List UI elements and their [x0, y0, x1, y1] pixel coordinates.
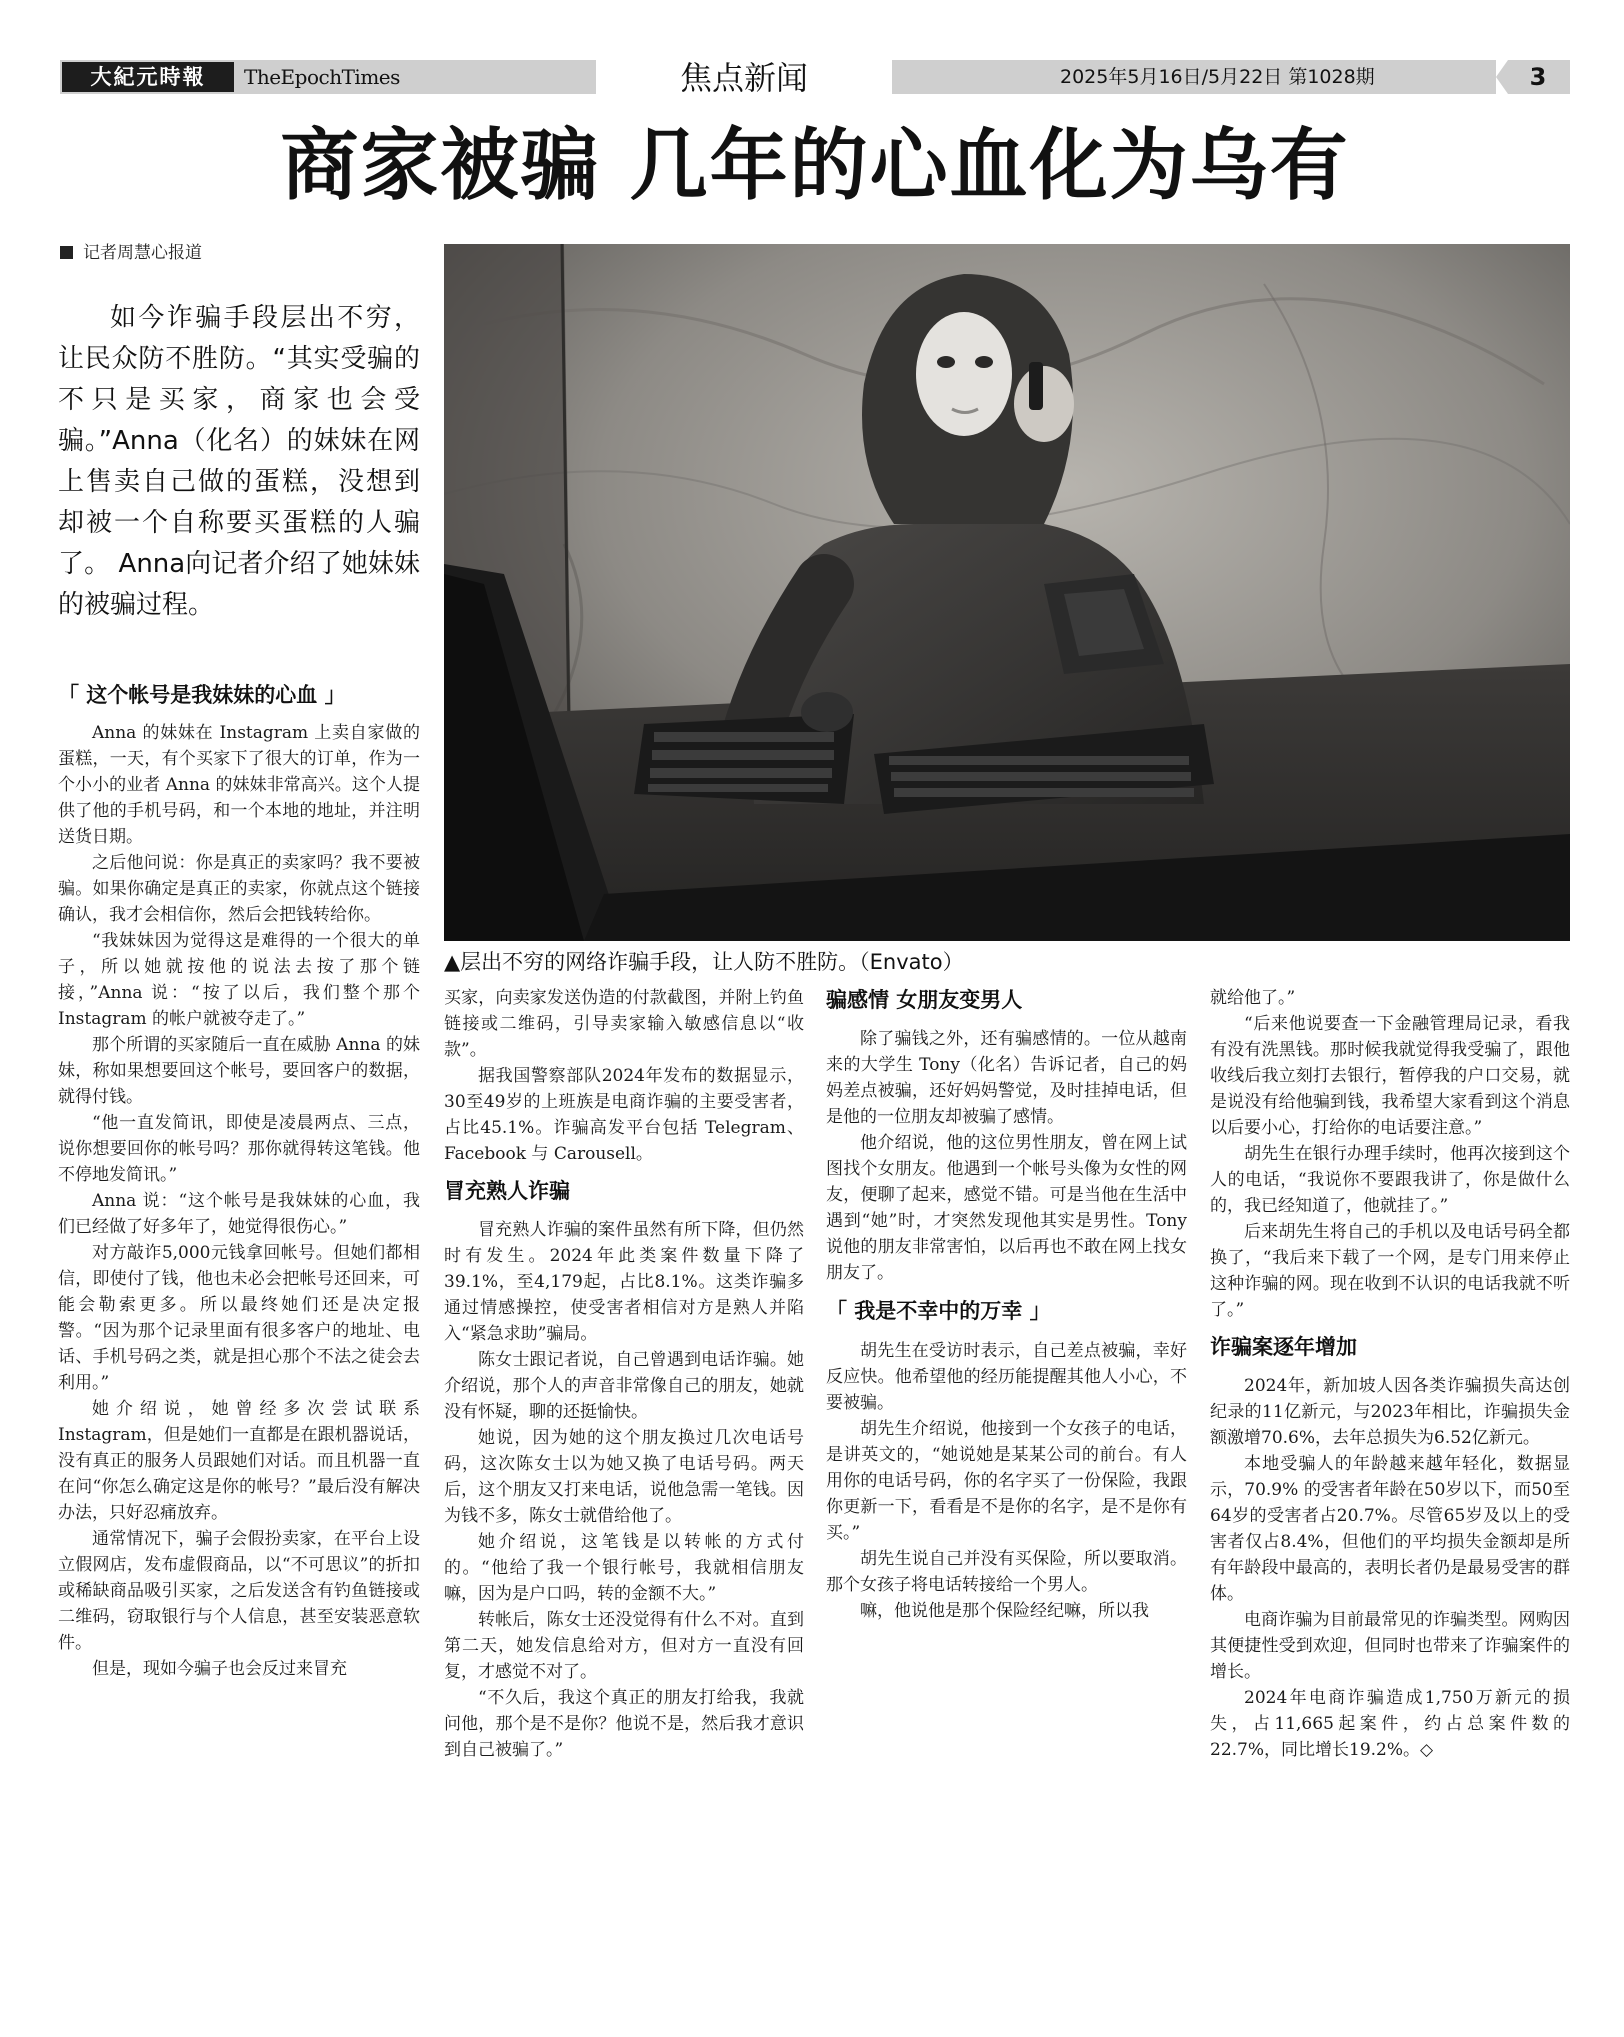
paragraph-continuation: 买家，向卖家发送伪造的付款截图，并附上钓鱼链接或二维码，引导卖家输入敏感信息以“收款”。: [444, 988, 804, 1060]
paragraph: 胡先生在银行办理手续时，他再次接到这个人的电话，“我说你不要跟我讲了，你是做什么的，我已经知道了，他就挂了。”: [1210, 1144, 1570, 1216]
paragraph-continued: 嘛，他说他是那个保险经纪嘛，所以我: [860, 1601, 1149, 1621]
paragraph: 她说，因为她的这个朋友换过几次电话号码，这次陈女士以为她又换了电话号码。两天后，这个朋友又打来电话，说他急需一笔钱。因为钱不多，陈女士就借给他了。: [444, 1428, 804, 1526]
epoch-times-logo-chinese: 大紀元時報: [62, 62, 234, 92]
section-title: 焦点新闻: [679, 59, 808, 97]
paragraph: 冒充熟人诈骗的案件虽然有所下降，但仍然时有发生。2024年此类案件数量下降了39.1%，至4,179起，占比8.1%。这类诈骗多通过情感操控，使受害者相信对方是熟人并陷入“紧急求助”骗局。: [444, 1220, 804, 1344]
paragraph: 本地受骗人的年龄越来越年轻化，数据显示，70.9% 的受害者年龄在50岁以下，而50至64岁的受害者占20.7%。尽管65岁及以上的受害者仅占8.4%，但他们的平均损失金额却是所有年龄段中最高的，表明长者仍是最易受害的群体。: [1210, 1454, 1570, 1604]
section-heading-5: 诈骗案逐年增加: [1210, 1335, 1357, 1359]
paragraph-continued: 但是，现如今骗子也会反过来冒充: [92, 1659, 347, 1679]
page-number: 3: [1529, 63, 1547, 91]
photo-caption: ▲层出不穷的网络诈骗手段，让人防不胜防。（Envato）: [444, 950, 964, 974]
article-column-4: [1210, 985, 1570, 1763]
paragraph-continuation: 就给他了。”: [1210, 988, 1296, 1008]
article-column-3: [826, 985, 1187, 1624]
hacker-photo: [444, 244, 1570, 941]
paragraph: 胡先生说自己并没有买保险，所以要取消。那个女孩子将电话转接给一个男人。: [826, 1549, 1187, 1595]
paragraph: 那个所谓的买家随后一直在威胁 Anna 的妹妹，称如果想要回这个帐号，要回客户的数据，就得付钱。: [58, 1035, 420, 1107]
byline: [60, 240, 440, 266]
paragraph: Anna 说：“这个帐号是我妹妹的心血，我们已经做了好多年了，她觉得很伤心。”: [58, 1191, 420, 1237]
article-column-2: [444, 985, 804, 1763]
section-heading-3: 骗感情 女朋友变男人: [826, 988, 1023, 1012]
paragraph: 陈女士跟记者说，自己曾遇到电话诈骗。她介绍说，那个人的声音非常像自己的朋友，她就没有怀疑，聊的还挺愉快。: [444, 1350, 804, 1422]
paragraph: 2024年电商诈骗造成1,750万新元的损失，占11,665起案件，约占总案件数的22.7%，同比增长19.2%。◇: [1210, 1688, 1570, 1760]
paragraph: “不久后，我这个真正的朋友打给我，我就问他，那个是不是你？他说不是，然后我才意识到自己被骗了。”: [444, 1688, 804, 1760]
paragraph: 通常情况下，骗子会假扮卖家，在平台上设立假网店，发布虚假商品，以“不可思议”的折扣或稀缺商品吸引买家，之后发送含有钓鱼链接或二维码，窃取银行与个人信息，甚至安装恶意软件。: [58, 1529, 420, 1653]
byline-square-icon: [60, 246, 73, 259]
section-heading-2: 冒充熟人诈骗: [444, 1179, 570, 1203]
paragraph: 她介绍说，她曾经多次尝试联系 Instagram，但是她们一直都是在跟机器说话，没有真正的服务人员跟她们对话。而且机器一直在问“你怎么确定这是你的帐号？”最后没有解决办法，只好忍痛放弃。: [58, 1399, 420, 1523]
section-heading-4: 「 我是不幸中的万幸 」: [826, 1299, 1051, 1323]
paragraph: 除了骗钱之外，还有骗感情的。一位从越南来的大学生 Tony（化名）告诉记者，自己的妈妈差点被骗，还好妈妈警觉，及时挂掉电话，但是他的一位朋友却被骗了感情。: [826, 1029, 1187, 1127]
issue-date: 2025年5月16日/5月22日 第1028期: [1060, 66, 1375, 88]
epoch-times-logo-english: TheEpochTimes: [244, 65, 400, 89]
paragraph: 后来胡先生将自己的手机以及电话号码全都换了，“我后来下载了一个网，是专门用来停止这种诈骗的网。现在收到不认识的电话我就不听了。”: [1210, 1222, 1570, 1320]
paragraph: 转帐后，陈女士还没觉得有什么不对。直到第二天，她发信息给对方，但对方一直没有回复，才感觉不对了。: [444, 1610, 804, 1682]
lead-paragraph: 如今诈骗手段层出不穷，让民众防不胜防。“其实受骗的不只是买家，商家也会受骗。”Anna（化名）的妹妹在网上售卖自己做的蛋糕，没想到却被一个自称要买蛋糕的人骗了。 Anna向记者介绍了她妹妹的被骗过程。: [58, 303, 420, 620]
headline: 商家被骗 几年的心血化为乌有: [280, 121, 1350, 211]
paragraph: Anna 的妹妹在 Instagram 上卖自家做的蛋糕，一天，有个买家下了很大的订单，作为一个小小的业者 Anna 的妹妹非常高兴。这个人提供了他的手机号码，和一个本地的地址，并注明送货日期。: [58, 723, 420, 847]
paragraph: 2024年，新加坡人因各类诈骗损失高达创纪录的11亿新元，与2023年相比，诈骗损失金额激增70.6%，去年总损失为6.52亿新元。: [1210, 1376, 1570, 1448]
article-column-1: [58, 680, 420, 1682]
paragraph: “我妹妹因为觉得这是难得的一个很大的单子，所以她就按他的说法去按了那个链接，”Anna 说：“按了以后，我们整个那个 Instagram 的帐户就被夺走了。”: [58, 931, 420, 1029]
paragraph: “他一直发简讯，即使是凌晨两点、三点，说你想要回你的帐号吗？那你就得转这笔钱。他不停地发简讯。”: [58, 1113, 420, 1185]
paragraph: “后来他说要查一下金融管理局记录，看我有没有洗黑钱。那时候我就觉得我受骗了，跟他收线后我立刻打去银行，暂停我的户口交易，就是说没有给他骗到钱，我希望大家看到这个消息以后要小心，打给你的电话要注意。”: [1210, 1014, 1570, 1138]
paragraph: 对方敲诈5,000元钱拿回帐号。但她们都相信，即使付了钱，他也未必会把帐号还回来，可能会勒索更多。所以最终她们还是决定报警。“因为那个记录里面有很多客户的地址、电话、手机号码之类，就是担心那个不法之徒会去利用。”: [58, 1243, 420, 1393]
paragraph: 之后他问说：你是真正的卖家吗？我不要被骗。如果你确定是真正的卖家，你就点这个链接确认，我才会相信你，然后会把钱转给你。: [58, 853, 420, 925]
paragraph: 电商诈骗为目前最常见的诈骗类型。网购因其便捷性受到欢迎，但同时也带来了诈骗案件的增长。: [1210, 1610, 1570, 1682]
paragraph: 据我国警察部队2024年发布的数据显示，30至49岁的上班族是电商诈骗的主要受害者，占比45.1%。诈骗高发平台包括 Telegram、Facebook 与 Carousell。: [444, 1066, 804, 1164]
section-heading-1: 「 这个帐号是我妹妹的心血 」: [58, 683, 346, 707]
paragraph: 胡先生在受访时表示，自己差点被骗，幸好反应快。他希望他的经历能提醒其他人小心，不要被骗。: [826, 1341, 1187, 1413]
paragraph: 她介绍说，这笔钱是以转帐的方式付的。“他给了我一个银行帐号，我就相信朋友嘛，因为是户口吗，转的金额不大。”: [444, 1532, 804, 1604]
paragraph: 他介绍说，他的这位男性朋友，曾在网上试图找个女朋友。他遇到一个帐号头像为女性的网友，便聊了起来，感觉不错。可是当他在生活中遇到“她”时，才突然发现他其实是男性。Tony 说他的朋友非常害怕，以后再也不敢在网上找女朋友了。: [826, 1133, 1187, 1283]
byline-text: 记者周慧心报道: [83, 243, 202, 263]
paragraph: 胡先生介绍说，他接到一个女孩子的电话，是讲英文的，“她说她是某某公司的前台。有人用你的电话号码，你的名字买了一份保险，我跟你更新一下，看看是不是你的名字，是不是你有买。”: [826, 1419, 1187, 1543]
